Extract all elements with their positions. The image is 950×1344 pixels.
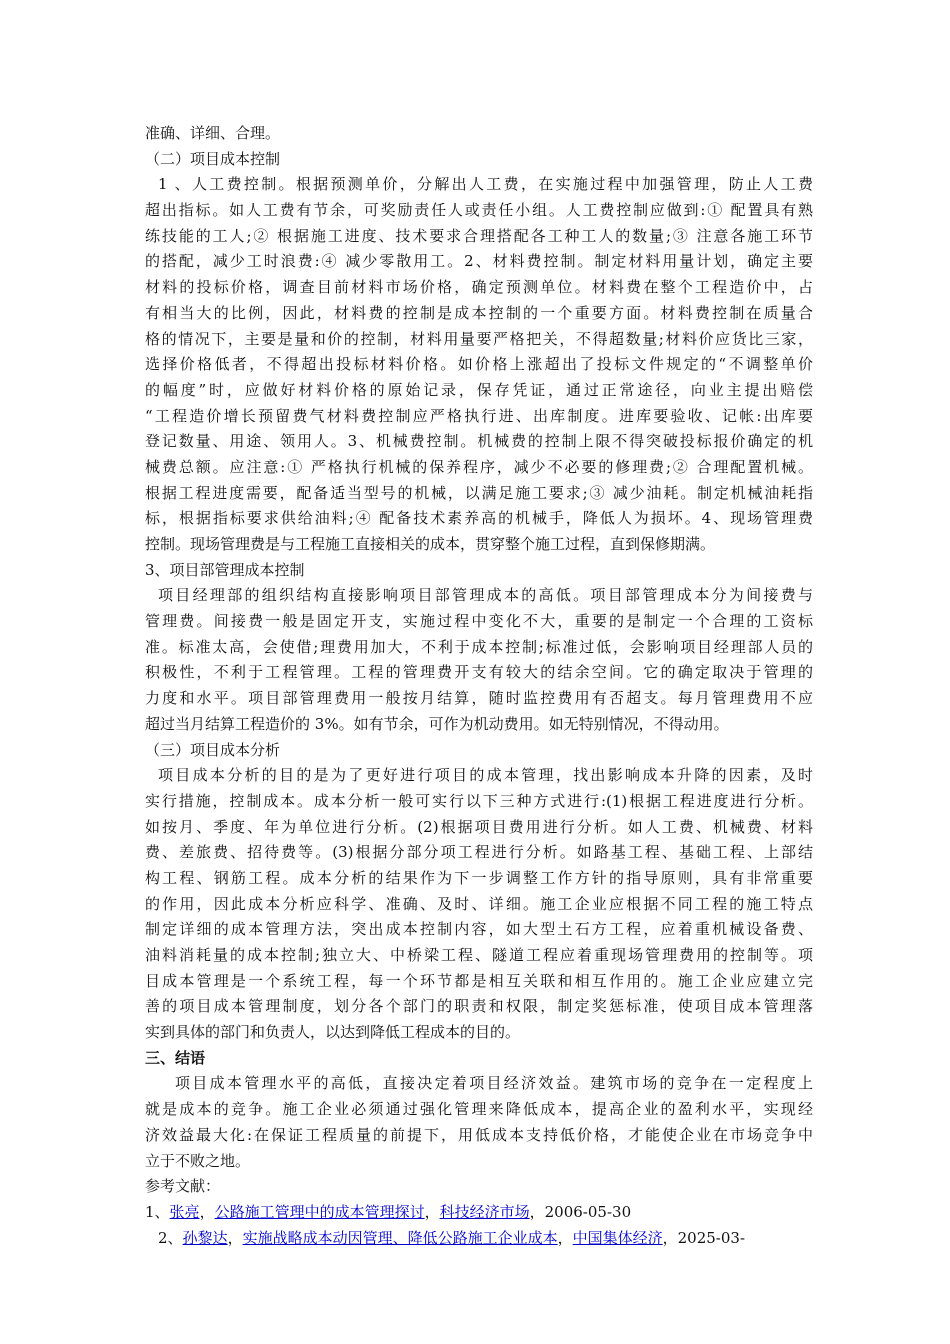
reference-author-link[interactable]: 孙黎达 xyxy=(182,1228,228,1247)
document-page xyxy=(145,121,813,1251)
text-line: 准。标准太高，会使借;理费用加大，不利于成本控制;标准过低，会影响项目经理部人员的 xyxy=(145,637,813,656)
text-line: 善的项目成本管理制度，划分各个部门的职责和权限，制定奖惩标准，使项目成本管理落 xyxy=(145,997,813,1016)
text-line: 积极性，不利于工程管理。工程的管理费开支有较大的结余空间。它的确定取决于管理的 xyxy=(145,663,813,682)
text-line: 如按月、季度、年为单位进行分析。(2)根据项目费用进行分析。如人工费、机械费、材料 xyxy=(145,817,813,836)
text-line: 实行措施，控制成本。成本分析一般可实行以下三种方式进行:(1)根据工程进度进行分析。 xyxy=(145,791,813,810)
text-line: 费、差旅费、招待费等。(3)根据分部分项工程进行分析。如路基工程、基础工程、上部结 xyxy=(145,843,813,862)
text-line: 济效益最大化:在保证工程质量的前提下，用低成本支持低价格，才能使企业在市场竞争中 xyxy=(145,1125,813,1144)
reference-separator: ， xyxy=(557,1228,573,1247)
section-heading: 三、结语 xyxy=(145,1048,206,1067)
text-line: 标，根据指标要求供给油料;④ 配备技术素养高的机械手，降低人为损坏。4、现场管理费 xyxy=(145,509,813,528)
reference-date: ，2025-03- xyxy=(662,1228,746,1247)
reference-separator: ， xyxy=(227,1228,243,1247)
text-line: 管理费。间接费一般是固定开支，实施过程中变化不大，重要的是制定一个合理的工资标 xyxy=(145,612,813,631)
reference-item xyxy=(145,1200,813,1226)
text-line: 项目成本管理水平的高低，直接决定着项目经济效益。建筑市场的竞争在一定程度上 xyxy=(175,1074,813,1093)
reference-number: 1、 xyxy=(145,1202,170,1221)
text-line: “工程造价增长预留费气材料费控制应严格执行进、出库制度。进库要验收、记帐:出库要 xyxy=(145,406,813,425)
text-line: 登记数量、用途、领用人。3、机械费控制。机械费的控制上限不得突破投标报价确定的机 xyxy=(145,432,813,451)
text-line: 超过当月结算工程造价的 3%。如有节余，可作为机动费用。如无特别情况，不得动用。 xyxy=(145,714,729,733)
text-line: 制定详细的成本管理方法，突出成本控制内容，如大型土石方工程，应着重机械设备费、 xyxy=(145,920,813,939)
text-line: 材料的投标价格，调查目前材料市场价格，确定预测单位。材料费在整个工程造价中，占 xyxy=(145,278,813,297)
reference-date: ，2006-05-30 xyxy=(529,1202,632,1221)
text-line: 的作用，因此成本分析应科学、准确、及时、详细。施工企业应根据不同工程的施工特点 xyxy=(145,894,813,913)
subsection-heading: 3、项目部管理成本控制 xyxy=(145,560,305,579)
reference-journal-link[interactable]: 科技经济市场 xyxy=(439,1202,530,1221)
text-line: 构工程、钢筋工程。成本分析的结果作为下一步调整工作方针的指导原则，具有非常重要 xyxy=(145,868,813,887)
text-line: 械费总额。应注意:① 严格执行机械的保养程序，减少不必要的修理费;② 合理配置机械。 xyxy=(145,457,813,476)
subsection-heading: （三）项目成本分析 xyxy=(145,740,281,759)
text-line: 准确、详细、合理。 xyxy=(145,124,281,142)
text-line: 格的情况下，主要是量和价的控制，材料用量要严格把关，不得超数量;材料价应货比三家， xyxy=(145,329,813,348)
reference-journal-link[interactable]: 中国集体经济 xyxy=(572,1228,663,1247)
text-line: 立于不败之地。 xyxy=(145,1151,251,1170)
text-line: 实到具体的部门和负责人，以达到降低工程成本的目的。 xyxy=(145,1023,521,1042)
reference-title-link[interactable]: 实施战略成本动因管理、降低公路施工企业成本 xyxy=(242,1228,558,1247)
reference-title-link[interactable]: 公路施工管理中的成本管理探讨 xyxy=(214,1202,425,1221)
text-line: 超出指标。如人工费有节余，可奖励责任人或责任小组。人工费控制应做到:① 配置具有熟 xyxy=(145,201,813,220)
reference-separator: ， xyxy=(199,1202,215,1221)
document-body xyxy=(145,121,813,1200)
reference-separator: ， xyxy=(424,1202,440,1221)
text-line: 控制。现场管理费是与工程施工直接相关的成本，贯穿整个施工过程，直到保修期满。 xyxy=(145,535,716,553)
text-line: 有相当大的比例，因此，材料费的控制是成本控制的一个重要方面。材料费控制在质量合 xyxy=(145,303,813,322)
reference-number: 2、 xyxy=(158,1228,183,1247)
text-line: 选择价格低者，不得超出投标材料价格。如价格上涨超出了投标文件规定的“不调整单价 xyxy=(145,355,813,374)
text-line: 力度和水平。项目部管理费用一般按月结算，随时监控费用有否超支。每月管理费用不应 xyxy=(145,689,813,708)
reference-author-link[interactable]: 张亮 xyxy=(169,1202,200,1221)
text-line: 就是成本的竞争。施工企业必须通过强化管理来降低成本，提高企业的盈利水平，实现经 xyxy=(145,1100,813,1119)
text-line: 根据工程进度需要，配备适当型号的机械，以满足施工要求;③ 减少油耗。制定机械油耗指 xyxy=(145,483,813,502)
text-line: 练技能的工人;② 根据施工进度、技术要求合理搭配各工种工人的数量;③ 注意各施工环节 xyxy=(145,226,813,245)
text-line: 项目成本分析的目的是为了更好进行项目的成本管理，找出影响成本升降的因素，及时 xyxy=(158,766,813,785)
text-line: 的幅度”时，应做好材料价格的原始记录，保存凭证，通过正常途径，向业主提出赔偿 xyxy=(145,380,813,399)
reference-item xyxy=(145,1226,813,1252)
reference-list xyxy=(145,1200,813,1251)
text-line: 项目经理部的组织结构直接影响项目部管理成本的高低。项目部管理成本分为间接费与 xyxy=(158,586,813,605)
text-line: 1 、人工费控制。根据预测单价，分解出人工费，在实施过程中加强管理，防止人工费 xyxy=(158,175,813,194)
text-line: 目成本管理是一个系统工程，每一个环节都是相互关联和相互作用的。施工企业应建立完 xyxy=(145,971,813,990)
subsection-heading: （二）项目成本控制 xyxy=(145,149,281,168)
text-line: 的搭配，减少工时浪费:④ 减少零散用工。2、材料费控制。制定材料用量计划，确定主要 xyxy=(145,252,813,271)
text-line: 参考文献： xyxy=(145,1177,221,1196)
text-line: 油料消耗量的成本控制;独立大、中桥梁工程、隧道工程应着重现场管理费用的控制等。项 xyxy=(145,946,813,964)
